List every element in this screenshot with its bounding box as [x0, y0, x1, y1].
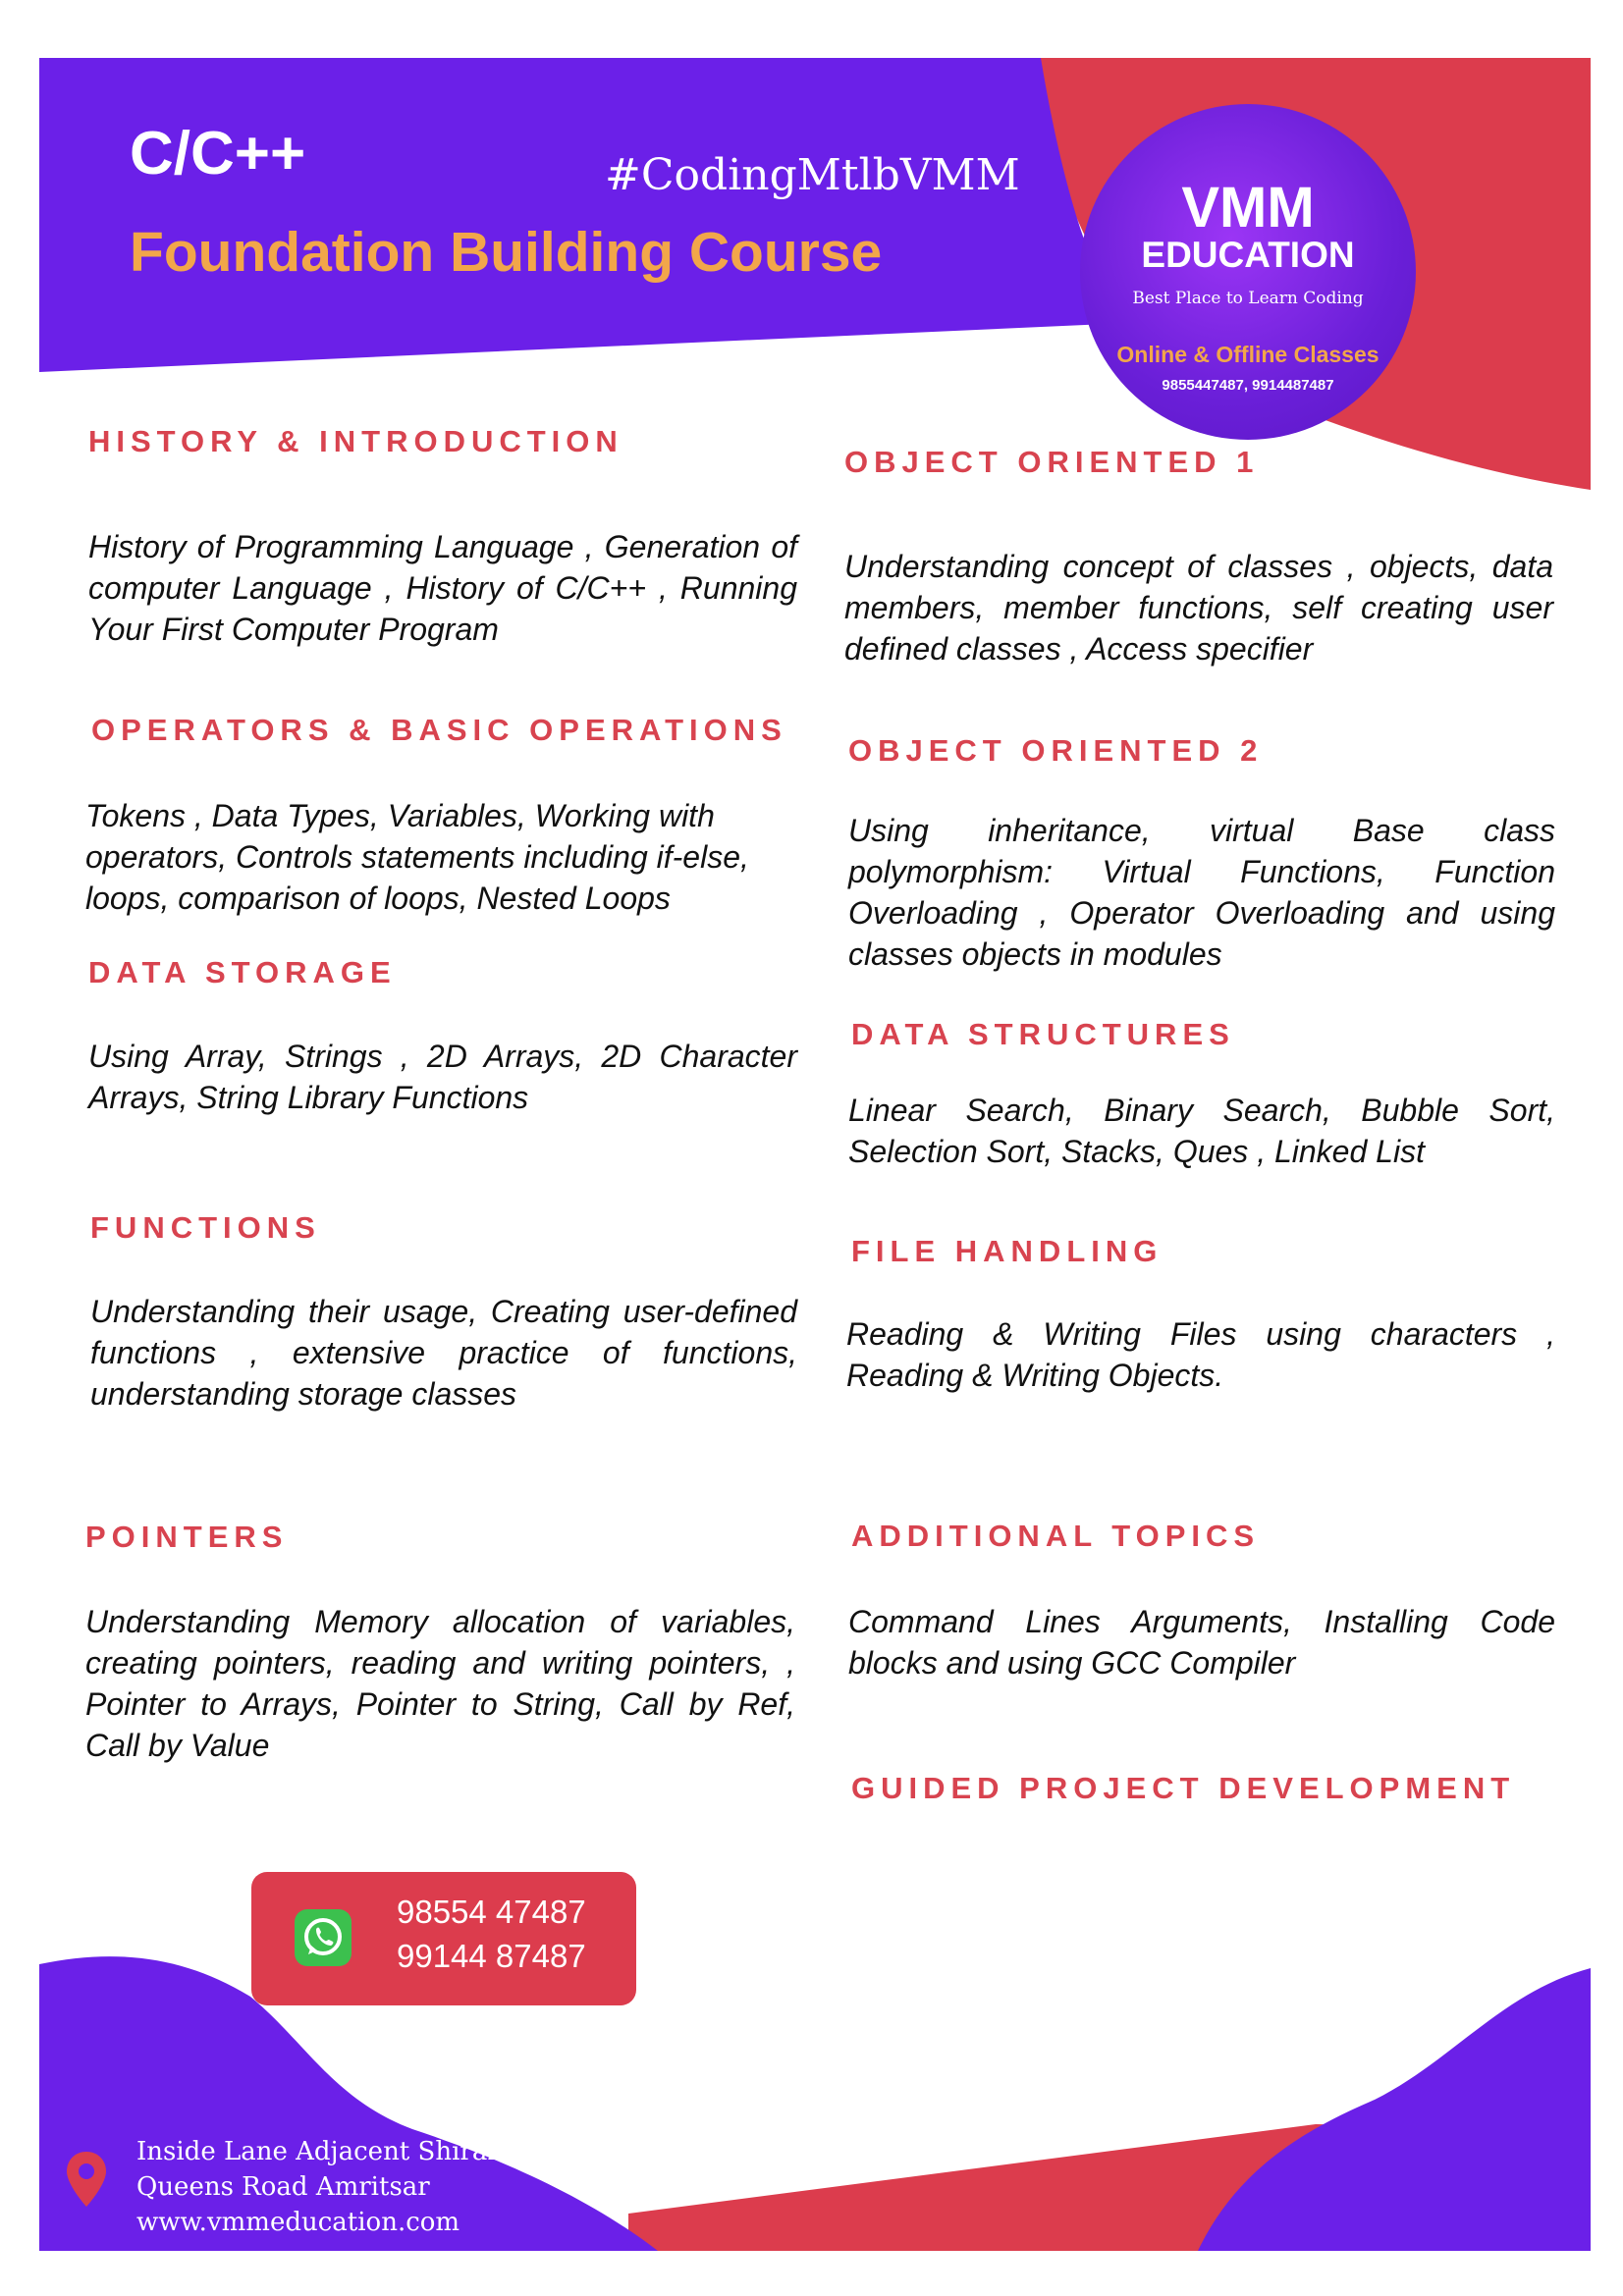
section-title-guided-project: GUIDED PROJECT DEVELOPMENT: [851, 1771, 1516, 1805]
section-body-oop-1: Understanding concept of classes , objects, data members, member functions, self creating user defined classes , Access specifier: [844, 549, 1553, 667]
website-link[interactable]: www.vmmeducation.com: [136, 2208, 460, 2237]
section-title-history: HISTORY & INTRODUCTION: [88, 424, 623, 458]
logo-name: VMM: [1181, 176, 1315, 240]
hashtag: #CodingMtlbVMM: [605, 150, 1020, 200]
logo-subtitle: EDUCATION: [1141, 235, 1355, 275]
section-title-oop-1: OBJECT ORIENTED 1: [844, 445, 1260, 479]
section-body-functions: Understanding their usage, Creating user-defined functions , extensive practice of functions, understanding storage classes: [90, 1294, 797, 1412]
section-title-additional-topics: ADDITIONAL TOPICS: [851, 1519, 1261, 1553]
section-body-pointers: Understanding Memory allocation of variables, creating pointers, reading and writing pointers, , Pointer to Arrays, Pointer to String, Call by Ref, Call by Value: [85, 1604, 795, 1763]
contact-phone-2[interactable]: 99144 87487: [397, 1938, 586, 1974]
course-language: C/C++: [130, 120, 306, 187]
address-line-1: Inside Lane Adjacent Shiraz Hotel: [136, 2137, 580, 2166]
contact-phone-1[interactable]: 98554 47487: [397, 1894, 586, 1930]
section-body-file-handling: Reading & Writing Files using characters , Reading & Writing Objects.: [846, 1316, 1555, 1393]
section-title-functions: FUNCTIONS: [90, 1210, 321, 1245]
section-title-oop-2: OBJECT ORIENTED 2: [848, 733, 1264, 768]
address-line-2: Queens Road Amritsar: [136, 2172, 430, 2202]
section-body-data-storage: Using Array, Strings , 2D Arrays, 2D Character Arrays, String Library Functions: [88, 1039, 797, 1115]
logo-classes: Online & Offline Classes: [1116, 342, 1380, 367]
section-body-operators: Tokens , Data Types, Variables, Working with operators, Controls statements including if-else, loops, comparison of loops, Nested Loops: [85, 798, 749, 916]
section-title-data-structures: DATA STRUCTURES: [851, 1017, 1235, 1051]
section-body-data-structures: Linear Search, Binary Search, Bubble Sort, Selection Sort, Stacks, Ques , Linked List: [848, 1093, 1555, 1169]
section-title-file-handling: FILE HANDLING: [851, 1234, 1163, 1268]
section-body-additional-topics: Command Lines Arguments, Installing Code blocks and using GCC Compiler: [848, 1604, 1555, 1681]
section-title-operators: OPERATORS & BASIC OPERATIONS: [91, 713, 787, 747]
bottom-right-purple-wave: [1198, 1968, 1591, 2251]
logo-phones: 9855447487, 9914487487: [1162, 377, 1334, 394]
contact-box: [251, 1872, 636, 2005]
course-title: Foundation Building Course: [130, 221, 883, 284]
logo-tagline: Best Place to Learn Coding: [1132, 289, 1364, 308]
section-title-pointers: POINTERS: [85, 1520, 289, 1554]
vmm-logo: [1080, 104, 1416, 440]
section-body-oop-2: Using inheritance, virtual Base class polymorphism: Virtual Functions, Function Overloading , Operator Overloading and using classes objects in modules: [848, 813, 1555, 972]
section-title-data-storage: DATA STORAGE: [88, 955, 397, 989]
location-pin-icon: [64, 2150, 109, 2209]
whatsapp-icon: [295, 1909, 352, 1966]
top-purple-banner: [39, 58, 1129, 372]
flyer-page: [39, 58, 1591, 2251]
section-body-history: History of Programming Language , Generation of computer Language , History of C/C++ , Running Your First Computer Program: [88, 529, 797, 647]
